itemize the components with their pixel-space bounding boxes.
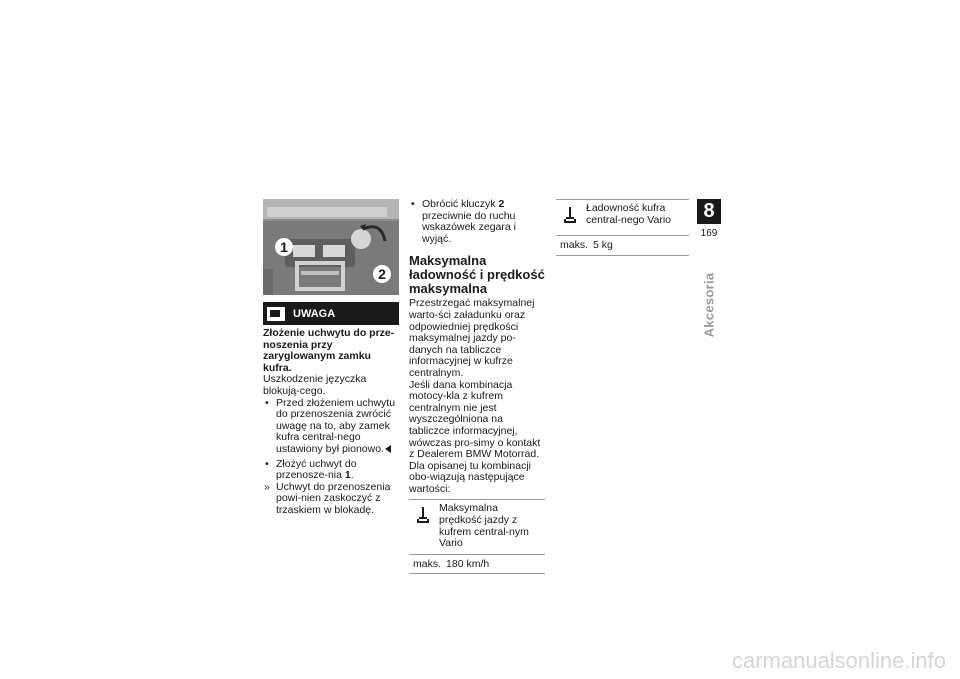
list-item: • Obrócić kluczyk 2 przeciwnie do ruchu wskazówek zegara i wyjąć. (409, 199, 545, 245)
paragraph: Dla opisanej tu kombinacji obo-wiązują następujące wartości: (409, 459, 531, 495)
list-item: » Uchwyt do przenoszenia powi-nien zaskoczyć z trzaskiem w blokadę. (263, 482, 401, 517)
weight-gauge-icon (417, 507, 429, 523)
spec-title: Maksymalna prędkość jazdy z kufrem central-nym Vario (439, 502, 529, 550)
watermark: carmanualsonline.info (731, 648, 946, 673)
warning-bar (263, 302, 399, 325)
column-2 (409, 199, 545, 574)
chapter-title: Akcesoria (701, 272, 717, 338)
paragraph: Przestrzegać maksymalnej warto-ści załadunku oraz odpowiedniej prędkości maksymalnej jazdy po-danych na tabliczce informacyjnej w kufrze centralnym. (409, 297, 535, 379)
spec-row: maks. 180 km/h (409, 554, 545, 574)
chapter-number: 8 (697, 199, 721, 224)
section-heading: Maksymalna ładowność i prędkość maksymalna (409, 253, 545, 297)
warning-label: UWAGA (293, 307, 336, 320)
spec-row: maks. 5 kg (556, 235, 689, 255)
column-3 (556, 199, 689, 256)
warning-heading: Złożenie uchwytu do prze-noszenia przy zaryglowanym zamku kufra. (263, 327, 395, 374)
column-1 (263, 328, 401, 517)
caution-hand-icon (267, 307, 285, 321)
weight-gauge-icon (564, 207, 576, 223)
list-item: • Przed złożeniem uchwytu do przenoszenia zwrócić uwagę na to, aby zamek kufra central-nego ustawiony był pionowo. (263, 398, 401, 456)
case-handle-photo (263, 199, 399, 295)
callout-2: 2 (373, 265, 391, 283)
callout-1: 1 (275, 238, 293, 256)
spec-table-load (556, 199, 689, 256)
spec-title: Ładowność kufra central-nego Vario (586, 202, 672, 226)
warning-intro: Uszkodzenie języczka blokują-cego. (263, 373, 367, 397)
page-number: 169 (700, 228, 718, 239)
spec-table-speed (409, 499, 545, 574)
end-marker-icon (385, 445, 391, 453)
paragraph: Jeśli dana kombinacja motocy-kla z kufrem centralnym nie jest wyszczególniona na tabliczce informacyjnej, wówczas pro-simy o kontakt z Dealerem BMW Motorrad. (409, 378, 541, 461)
list-item: • Złożyć uchwyt do przenosze-nia 1. (263, 459, 401, 482)
